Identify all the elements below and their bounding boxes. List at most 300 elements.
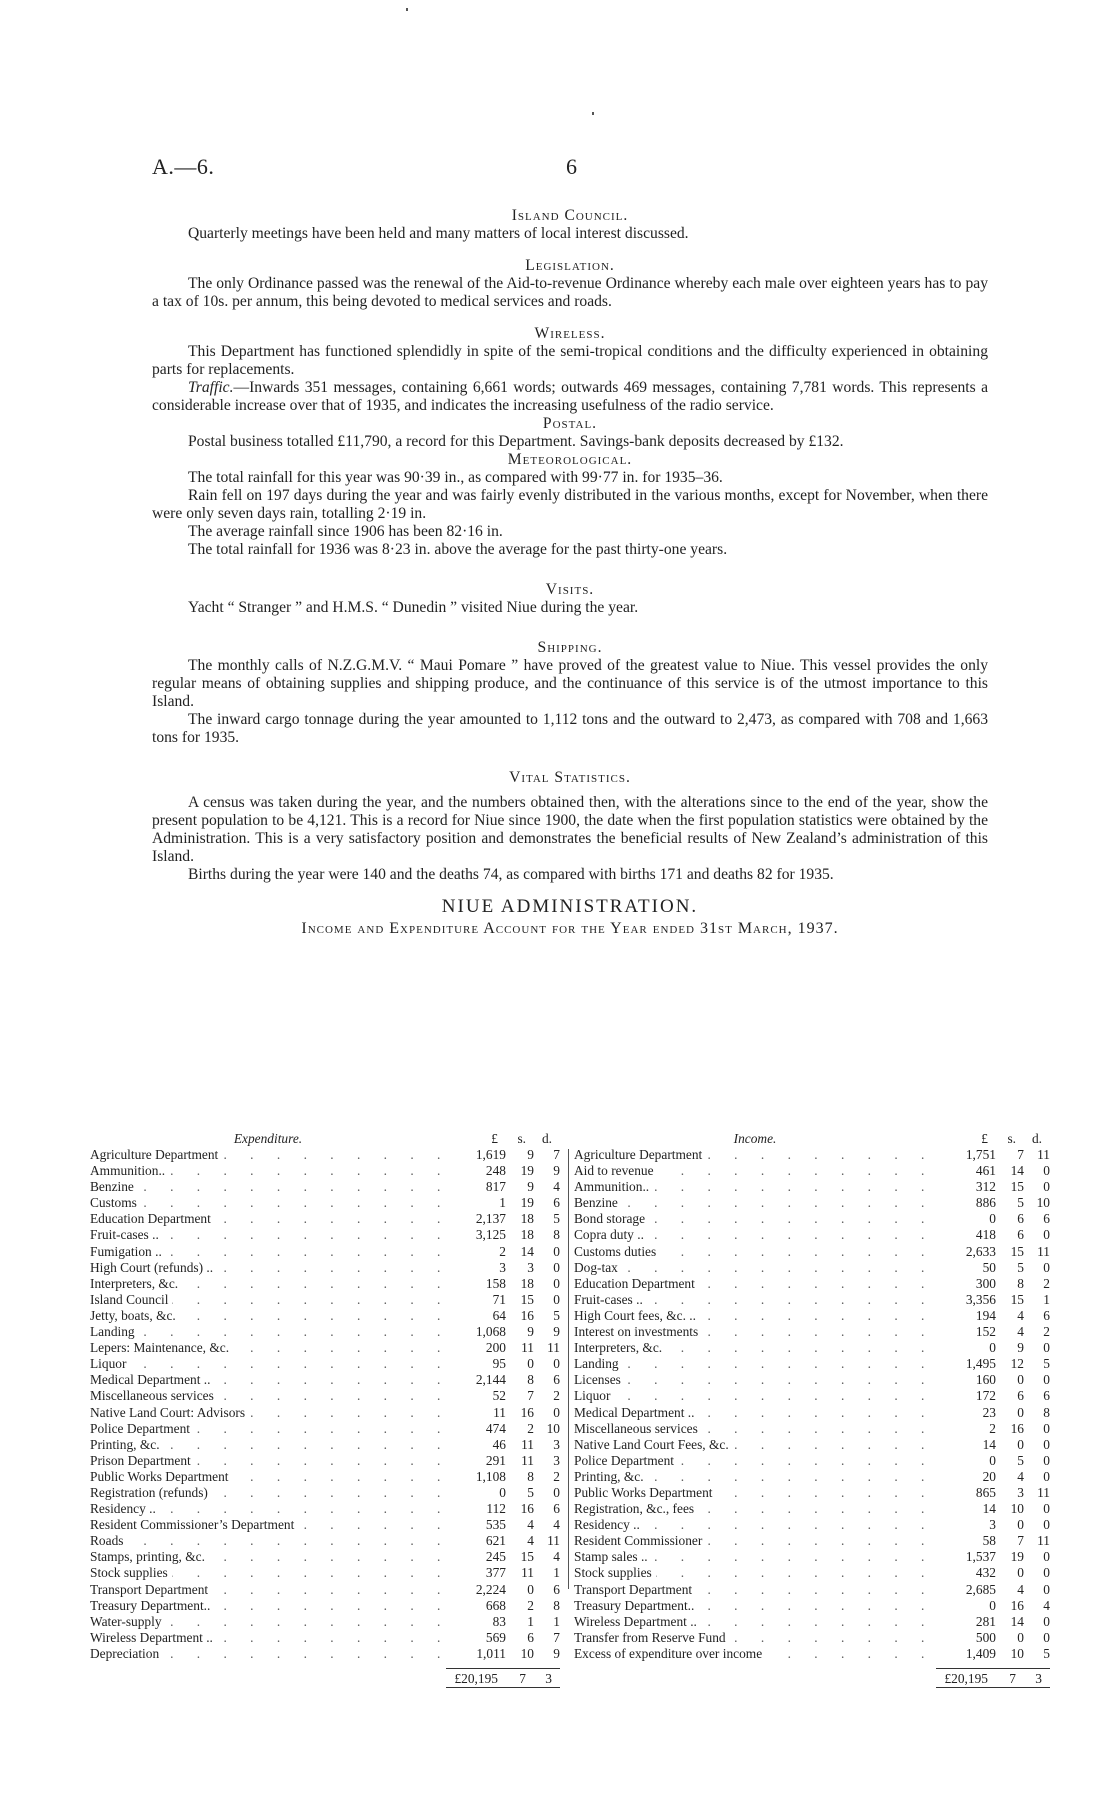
amount-shillings: 18: [520, 1211, 534, 1227]
amount-shillings: 9: [1017, 1340, 1024, 1356]
expenditure-row: [90, 1356, 560, 1372]
amount-pounds: 300: [975, 1275, 996, 1291]
expenditure-header: [90, 1131, 560, 1147]
item-label: Resident Commissioner . . .: [574, 1533, 944, 1549]
expenditure-row: [90, 1421, 560, 1437]
item-label: Registration (refunds) . . .: [90, 1485, 454, 1501]
section-heading-legislation: Legislation.: [525, 257, 615, 274]
amount-pence: 0: [1043, 1581, 1050, 1597]
amount-pence: 0: [1043, 1227, 1050, 1243]
amount-pence: 0: [553, 1243, 560, 1259]
amount-shillings: 7: [1017, 1147, 1024, 1162]
expenditure-row: [90, 1517, 560, 1533]
item-label: Public Works Department . . .: [574, 1485, 944, 1501]
item-label: Customs . . .: [90, 1195, 454, 1211]
amount-shillings: 0: [1017, 1436, 1024, 1452]
amount-pence: 11: [1037, 1147, 1050, 1162]
amount-pence: 4: [553, 1549, 560, 1565]
section-heading-shipping: Shipping.: [537, 639, 603, 656]
amount-pounds: 0: [989, 1211, 996, 1227]
pence-head: d.: [541, 1131, 552, 1146]
amount-pounds: 312: [975, 1179, 996, 1195]
expenditure-row: [90, 1227, 560, 1243]
amount-shillings: 5: [1017, 1195, 1024, 1211]
amount-pounds: 248: [485, 1163, 506, 1179]
amount-pence: 6: [1043, 1307, 1050, 1323]
income-row: [574, 1324, 1050, 1340]
amount-pounds: 865: [975, 1484, 996, 1500]
income-row: [574, 1388, 1050, 1404]
amount-pounds: 2: [989, 1420, 996, 1436]
amount-shillings: 10: [1010, 1645, 1024, 1661]
amount-pounds: 14: [982, 1436, 996, 1452]
amount-shillings: 18: [520, 1275, 534, 1291]
item-label: Fruit-cases .. . . .: [574, 1292, 944, 1308]
expenditure-row: [90, 1372, 560, 1388]
amount-pounds: 2,137: [475, 1211, 506, 1227]
amount-pence: 6: [553, 1501, 560, 1517]
item-label: Education Department . . .: [574, 1276, 944, 1292]
amount-pence: 0: [1043, 1436, 1050, 1452]
amount-pence: 0: [1043, 1163, 1050, 1179]
item-label: Excess of expenditure over income . . .: [574, 1646, 944, 1662]
traffic-body: —Inwards 351 messages, containing 6,661 words; outwards 469 messages, containing 7,781 words. This represents a considerable increase over that of 1935, and indicates the increasing usefulness of the radio service.: [152, 379, 988, 414]
expenditure-row: [90, 1565, 560, 1581]
amount-pence: 3: [553, 1452, 560, 1468]
amount-pounds: 569: [485, 1629, 506, 1645]
amount-shillings: 0: [1017, 1565, 1024, 1581]
amount-pounds: 1,068: [475, 1324, 506, 1340]
amount-pounds: 71: [492, 1291, 506, 1307]
amount-shillings: 11: [521, 1340, 534, 1356]
amount-shillings: 16: [1010, 1597, 1024, 1613]
item-label: Education Department . . .: [90, 1211, 454, 1227]
amount-pence: 0: [1043, 1613, 1050, 1629]
meteorological-text-1: The total rainfall for this year was 90·39 in., as compared with 99·77 in. for 1935–36.: [188, 469, 723, 486]
amount-pence: 8: [1043, 1404, 1050, 1420]
amount-pounds: 418: [975, 1227, 996, 1243]
item-label: Ammunition.. . . .: [90, 1163, 454, 1179]
amount-shillings: 6: [1017, 1211, 1024, 1227]
amount-pence: 0: [553, 1356, 560, 1372]
income-row: [574, 1485, 1050, 1501]
expenditure-row: [90, 1469, 560, 1485]
section-heading-meteorological: Meteorological.: [507, 451, 633, 468]
expenditure-row: [90, 1598, 560, 1614]
item-label: Fruit-cases .. . . .: [90, 1227, 454, 1243]
amount-pence: 1: [1043, 1291, 1050, 1307]
amount-pounds: 58: [982, 1533, 996, 1549]
section-heading-island-council: Island Council.: [511, 207, 629, 224]
expenditure-row: [90, 1630, 560, 1646]
amount-shillings: 9: [527, 1324, 534, 1340]
section-heading-visits: Visits.: [545, 581, 595, 598]
amount-shillings: 16: [520, 1307, 534, 1323]
income-row: [574, 1211, 1050, 1227]
amount-pence: 5: [1043, 1645, 1050, 1661]
income-heading: Income.: [733, 1131, 777, 1146]
item-label: Agriculture Department . . .: [90, 1147, 454, 1163]
amount-pounds: 0: [989, 1340, 996, 1356]
amount-shillings: 10: [520, 1645, 534, 1661]
item-label: Stamps, printing, &c. . . .: [90, 1549, 454, 1565]
amount-shillings: 9: [527, 1179, 534, 1195]
amount-pence: 7: [553, 1147, 560, 1162]
amount-pence: 6: [1043, 1388, 1050, 1404]
amount-pounds: 500: [975, 1629, 996, 1645]
amount-shillings: 4: [527, 1533, 534, 1549]
item-label: Registration, &c., fees . . .: [574, 1501, 944, 1517]
expenditure-column: [90, 1131, 560, 1688]
amount-shillings: 11: [521, 1565, 534, 1581]
amount-pounds: 817: [485, 1179, 506, 1195]
amount-pounds: 158: [485, 1275, 506, 1291]
item-label: Benzine . . .: [574, 1195, 944, 1211]
item-label: Aid to revenue . . .: [574, 1163, 944, 1179]
amount-pounds: 245: [485, 1549, 506, 1565]
amount-pence: 2: [1043, 1324, 1050, 1340]
amount-pence: 0: [1043, 1340, 1050, 1356]
expenditure-row: [90, 1437, 560, 1453]
amount-shillings: 8: [527, 1468, 534, 1484]
item-label: Copra duty .. . . .: [574, 1227, 944, 1243]
amount-pounds: 3: [499, 1259, 506, 1275]
expenditure-heading: Expenditure.: [233, 1131, 303, 1146]
amount-pence: 4: [553, 1517, 560, 1533]
income-row: [574, 1565, 1050, 1581]
amount-shillings: 1: [527, 1613, 534, 1629]
amount-shillings: 16: [520, 1501, 534, 1517]
item-label: Printing, &c. . . .: [90, 1437, 454, 1453]
amount-pence: 0: [1043, 1501, 1050, 1517]
amount-shillings: 0: [1017, 1517, 1024, 1533]
amount-shillings: 19: [520, 1195, 534, 1211]
item-label: Transport Department . . .: [574, 1582, 944, 1598]
amount-shillings: 14: [520, 1243, 534, 1259]
item-label: Police Department . . .: [90, 1421, 454, 1437]
income-total: [936, 1668, 1050, 1688]
amount-shillings: 0: [1017, 1404, 1024, 1420]
expenditure-total: [446, 1668, 560, 1688]
amount-shillings: 15: [1010, 1291, 1024, 1307]
item-label: Roads . . .: [90, 1533, 454, 1549]
item-label: Wireless Department .. . . .: [574, 1614, 944, 1630]
item-label: Wireless Department .. . . .: [90, 1630, 454, 1646]
amount-pounds: 2: [499, 1243, 506, 1259]
amount-pounds: 886: [975, 1195, 996, 1211]
income-row: [574, 1549, 1050, 1565]
amount-pence: 9: [553, 1163, 560, 1179]
expenditure-row: [90, 1340, 560, 1356]
amount-pence: 0: [553, 1275, 560, 1291]
income-row: [574, 1646, 1050, 1662]
amount-pounds: 112: [486, 1501, 506, 1517]
income-row: [574, 1582, 1050, 1598]
amount-shillings: 2: [527, 1420, 534, 1436]
amount-shillings: 2: [527, 1597, 534, 1613]
income-row: [574, 1469, 1050, 1485]
income-row: [574, 1308, 1050, 1324]
amount-pence: 6: [553, 1581, 560, 1597]
amount-pounds: 1,108: [475, 1468, 506, 1484]
amount-pounds: 377: [485, 1565, 506, 1581]
shipping-text-1: The monthly calls of N.Z.G.M.V. “ Maui Pomare ” have proved of the greatest value to Niue. This vessel provides the only regular means of obtaining supplies and shipping produce, and the continuance of this service is of the utmost importance to this Island.: [152, 657, 988, 710]
item-label: Benzine . . .: [90, 1179, 454, 1195]
amount-shillings: 8: [1017, 1275, 1024, 1291]
amount-pounds: 668: [485, 1597, 506, 1613]
amount-shillings: 6: [1017, 1388, 1024, 1404]
money-heads: [446, 1131, 560, 1147]
expenditure-row: [90, 1646, 560, 1662]
amount-shillings: 6: [1017, 1227, 1024, 1243]
total-pounds: £20,195: [454, 1671, 498, 1686]
amount-pence: 0: [1043, 1565, 1050, 1581]
expenditure-rows: [90, 1147, 560, 1662]
item-label: Landing . . .: [90, 1324, 454, 1340]
amount-pounds: 2,144: [475, 1372, 506, 1388]
income-column: [574, 1131, 1050, 1688]
amount-shillings: 14: [1010, 1613, 1024, 1629]
amount-pounds: 23: [982, 1404, 996, 1420]
amount-shillings: 19: [520, 1163, 534, 1179]
amount-shillings: 0: [527, 1581, 534, 1597]
item-label: Stamp sales .. . . .: [574, 1549, 944, 1565]
item-label: Treasury Department.. . . .: [90, 1598, 454, 1614]
amount-pence: 0: [1043, 1259, 1050, 1275]
expenditure-row: [90, 1244, 560, 1260]
vital-statistics-text-1: A census was taken during the year, and the numbers obtained then, with the alterations since to the end of the year, show the present population to be 4,121. This is a record for Niue since 1900, the date when the first population statistics were obtained by the Administration. This is a very satisfactory position and demonstrates the beneficial results of New Zealand’s administration of this Island.: [152, 794, 988, 865]
item-label: Fumigation .. . . .: [90, 1244, 454, 1260]
amount-pence: 9: [553, 1324, 560, 1340]
item-label: Medical Department .. . . .: [90, 1372, 454, 1388]
item-label: Dog-tax . . .: [574, 1260, 944, 1276]
income-total-row: [574, 1668, 1050, 1688]
amount-pence: 0: [1043, 1549, 1050, 1565]
amount-pence: 0: [1043, 1629, 1050, 1645]
section-heading-postal: Postal.: [542, 415, 598, 432]
amount-pence: 4: [1043, 1597, 1050, 1613]
income-row: [574, 1244, 1050, 1260]
amount-pounds: 200: [485, 1340, 506, 1356]
account-title: NIUE ADMINISTRATION.: [441, 896, 699, 917]
income-row: [574, 1195, 1050, 1211]
item-label: Miscellaneous services . . .: [574, 1421, 944, 1437]
amount-shillings: 19: [1010, 1549, 1024, 1565]
vital-statistics-text-2: Births during the year were 140 and the deaths 74, as compared with births 171 and deaths 82 for 1935.: [188, 866, 834, 883]
amount-pence: 5: [553, 1211, 560, 1227]
item-label: Public Works Department . . .: [90, 1469, 454, 1485]
expenditure-row: [90, 1195, 560, 1211]
amount-shillings: 0: [527, 1356, 534, 1372]
item-label: Liquor . . .: [90, 1356, 454, 1372]
income-row: [574, 1179, 1050, 1195]
amount-shillings: 3: [1017, 1484, 1024, 1500]
amount-pounds: 0: [989, 1452, 996, 1468]
amount-shillings: 4: [1017, 1324, 1024, 1340]
amount-shillings: 8: [527, 1372, 534, 1388]
expenditure-row: [90, 1292, 560, 1308]
income-row: [574, 1437, 1050, 1453]
amount-pence: 0: [1043, 1372, 1050, 1388]
expenditure-row: [90, 1308, 560, 1324]
amount-pounds: 14: [982, 1501, 996, 1517]
amount-pounds: 432: [975, 1565, 996, 1581]
amount-pounds: 46: [492, 1436, 506, 1452]
item-label: Water-supply . . .: [90, 1614, 454, 1630]
print-speck: [406, 8, 408, 11]
amount-shillings: 3: [527, 1259, 534, 1275]
amount-pounds: 1: [499, 1195, 506, 1211]
amount-pounds: 461: [975, 1163, 996, 1179]
total-shillings: 7: [519, 1671, 526, 1686]
legislation-text: The only Ordinance passed was the renewal of the Aid-to-revenue Ordinance whereby each male over eighteen years has to pay a tax of 10s. per annum, this being devoted to medical services and roads.: [152, 275, 988, 310]
item-label: Residency .. . . .: [574, 1517, 944, 1533]
item-label: Treasury Department.. . . .: [574, 1598, 944, 1614]
item-label: Miscellaneous services . . .: [90, 1388, 454, 1404]
income-row: [574, 1421, 1050, 1437]
amount-pence: 2: [553, 1388, 560, 1404]
income-row: [574, 1372, 1050, 1388]
item-label: Bond storage . . .: [574, 1211, 944, 1227]
meteorological-text-4: The total rainfall for 1936 was 8·23 in. above the average for the past thirty-one years.: [188, 541, 728, 558]
pence-head: d.: [1031, 1131, 1042, 1146]
amount-pence: 2: [1043, 1275, 1050, 1291]
item-label: Police Department . . .: [574, 1453, 944, 1469]
shipping-text-2: The inward cargo tonnage during the year amounted to 1,112 tons and the outward to 2,473, as compared with 708 and 1,663 tons for 1935.: [152, 711, 988, 746]
amount-pounds: 194: [975, 1307, 996, 1323]
expenditure-row: [90, 1533, 560, 1549]
amount-pounds: 474: [485, 1420, 506, 1436]
amount-shillings: 4: [1017, 1581, 1024, 1597]
print-speck: [592, 112, 594, 115]
item-label: Interpreters, &c. . . .: [90, 1276, 454, 1292]
amount-pounds: 1,409: [965, 1645, 996, 1661]
amount-pence: 0: [1043, 1517, 1050, 1533]
item-label: Printing, &c. . . .: [574, 1469, 944, 1485]
item-label: Residency .. . . .: [90, 1501, 454, 1517]
amount-pounds: 95: [492, 1356, 506, 1372]
item-label: Customs duties . . .: [574, 1244, 944, 1260]
expenditure-row: [90, 1179, 560, 1195]
income-row: [574, 1227, 1050, 1243]
amount-shillings: 7: [527, 1388, 534, 1404]
account-subtitle: Income and Expenditure Account for the Year ended 31st March, 1937.: [301, 920, 839, 937]
amount-pounds: 64: [492, 1307, 506, 1323]
amount-shillings: 4: [1017, 1307, 1024, 1323]
amount-pounds: 1,495: [965, 1356, 996, 1372]
amount-pounds: 2,685: [965, 1581, 996, 1597]
total-pence: 3: [545, 1671, 552, 1686]
amount-pounds: 11: [493, 1404, 506, 1420]
money-heads: [936, 1131, 1050, 1147]
section-heading-vital-statistics: Vital Statistics.: [509, 769, 631, 786]
expenditure-row: [90, 1163, 560, 1179]
item-label: Interpreters, &c. . . .: [574, 1340, 944, 1356]
income-row: [574, 1260, 1050, 1276]
income-row: [574, 1340, 1050, 1356]
expenditure-row: [90, 1485, 560, 1501]
amount-pence: 0: [1043, 1179, 1050, 1195]
amount-pounds: 3,125: [475, 1227, 506, 1243]
amount-shillings: 16: [1010, 1420, 1024, 1436]
amount-pence: 9: [553, 1645, 560, 1661]
income-row: [574, 1405, 1050, 1421]
amount-shillings: 4: [1017, 1468, 1024, 1484]
amount-shillings: 14: [1010, 1163, 1024, 1179]
amount-pence: 8: [553, 1227, 560, 1243]
report-body: [152, 207, 988, 942]
expenditure-row: [90, 1324, 560, 1340]
amount-shillings: 11: [521, 1436, 534, 1452]
postal-text: Postal business totalled £11,790, a record for this Department. Savings-bank deposits decreased by £132.: [188, 433, 844, 450]
meteorological-text-3: The average rainfall since 1906 has been 82·16 in.: [188, 523, 503, 540]
amount-shillings: 11: [521, 1452, 534, 1468]
meteorological-text-2: Rain fell on 197 days during the year and was fairly evenly distributed in the various months, except for November, when there were only seven days rain, totalling 2·19 in.: [152, 487, 988, 522]
amount-pounds: 1,011: [476, 1645, 506, 1661]
amount-pounds: 621: [485, 1533, 506, 1549]
total-pounds: £20,195: [944, 1671, 988, 1686]
income-row: [574, 1614, 1050, 1630]
amount-pounds: 83: [492, 1613, 506, 1629]
shillings-head: s.: [517, 1131, 526, 1146]
income-row: [574, 1356, 1050, 1372]
item-label: Resident Commissioner’s Department . . .: [90, 1517, 454, 1533]
amount-shillings: 0: [1017, 1629, 1024, 1645]
shillings-head: s.: [1007, 1131, 1016, 1146]
amount-pence: 10: [546, 1420, 560, 1436]
item-label: Native Land Court: Advisors . . .: [90, 1405, 454, 1421]
expenditure-row: [90, 1582, 560, 1598]
item-label: Licenses . . .: [574, 1372, 944, 1388]
income-row: [574, 1533, 1050, 1549]
item-label: Landing . . .: [574, 1356, 944, 1372]
amount-pence: 11: [547, 1340, 560, 1356]
income-row: [574, 1517, 1050, 1533]
total-shillings: 7: [1009, 1671, 1016, 1686]
amount-pounds: 3: [989, 1517, 996, 1533]
expenditure-row: [90, 1501, 560, 1517]
amount-pence: 3: [553, 1436, 560, 1452]
amount-shillings: 6: [527, 1629, 534, 1645]
expenditure-total-row: [90, 1668, 560, 1688]
amount-pounds: 160: [975, 1372, 996, 1388]
amount-shillings: 16: [520, 1404, 534, 1420]
amount-pounds: 281: [975, 1613, 996, 1629]
page-number: 6: [566, 154, 578, 179]
amount-pence: 0: [553, 1484, 560, 1500]
income-rows: [574, 1147, 1050, 1662]
total-pence: 3: [1035, 1671, 1042, 1686]
column-divider: [568, 1149, 569, 1589]
expenditure-row: [90, 1147, 560, 1163]
amount-shillings: 10: [1010, 1501, 1024, 1517]
item-label: High Court (refunds) .. . . .: [90, 1260, 454, 1276]
amount-shillings: 5: [1017, 1452, 1024, 1468]
amount-shillings: 12: [1010, 1356, 1024, 1372]
income-row: [574, 1147, 1050, 1163]
section-heading-wireless: Wireless.: [534, 325, 606, 342]
item-label: Medical Department .. . . .: [574, 1405, 944, 1421]
pounds-head: £: [981, 1131, 988, 1146]
amount-shillings: 18: [520, 1227, 534, 1243]
amount-pounds: 0: [989, 1597, 996, 1613]
income-row: [574, 1276, 1050, 1292]
item-label: Stock supplies . . .: [574, 1565, 944, 1581]
wireless-traffic-text: [152, 379, 988, 415]
item-label: Transfer from Reserve Fund . . .: [574, 1630, 944, 1646]
item-label: Interest on investments . . .: [574, 1324, 944, 1340]
amount-pounds: 2,633: [965, 1243, 996, 1259]
